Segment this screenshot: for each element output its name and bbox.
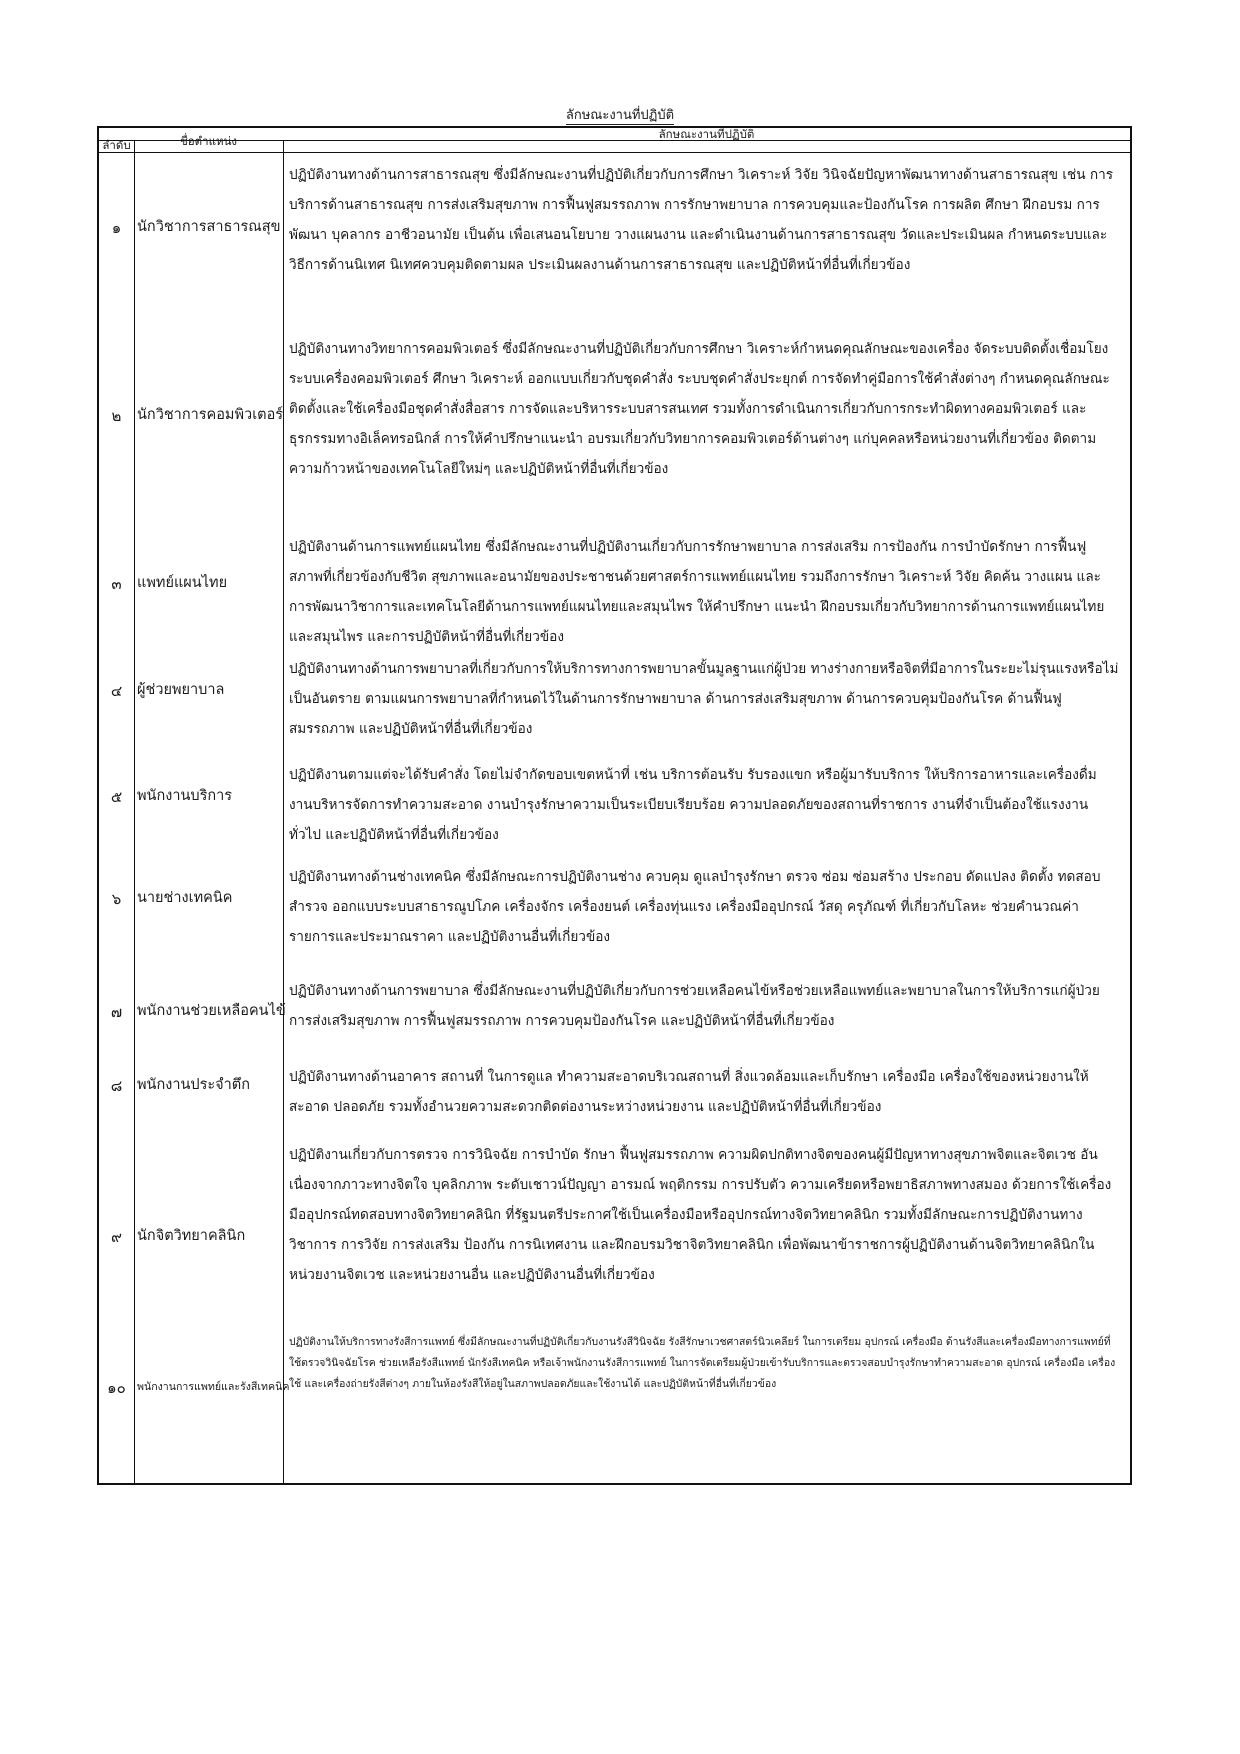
row-index: ๓ [111,575,122,593]
row-description: ปฏิบัติงานทางด้านอาคาร สถานที่ ในการดูแล ทำความสะอาดบริเวณสถานที่ สิ่งแวดล้อมและเก็บรักษา เครื่องมือ เครื่องใช้ของหน่วยงานให้สะอาด ปลอดภัย รวมทั้งอำนวยความสะดวกติดต่องานระหว่างหน่วยงาน และปฏิบัติหน้าที่อื่นที่เกี่ยวข้อง [289,1069,1089,1115]
column-divider-index [134,140,135,1483]
header-position: ชื่อตำแหน่ง [179,134,238,148]
row-description: ปฏิบัติงานเกี่ยวกับการตรวจ การวินิจฉัย การบำบัด รักษา ฟื้นฟูสมรรถภาพ ความผิดปกติทางจิตของคนผู้มีปัญหาทางสุขภาพจิตและจิตเวช อันเนื่องจากภาวะทางจิตใจ บุคลิกภาพ ระดับเชาวน์ปัญญา อารมณ์ พฤติกรรม การปรับตัว ความเครียดหรือพยาธิสภาพทางสมอง ด้วยการใช้เครื่องมืออุปกรณ์ทดสอบทางจิตวิทยาคลินิก ที่รัฐมนตรีประกาศใช้เป็นเครื่องมือหรืออุปกรณ์ทางจิตวิทยาคลินิก รวมทั้งมีลักษณะการปฏิบัติงานทางวิชาการ การวิจัย การส่งเสริม ป้องกัน การนิเทศงาน และฝึกอบรมวิชาจิตวิทยาคลินิก เพื่อพัฒนาข้าราชการผู้ปฏิบัติงานด้านจิตวิทยาคลินิกในหน่วยงานจิตเวช และหน่วยงานอื่น และปฏิบัติงานอื่นที่เกี่ยวข้อง [289,1147,1112,1283]
row-index: ๕ [110,788,123,806]
row-index: ๒ [111,407,122,425]
row-position: นายช่างเทคนิค [137,890,233,906]
row-description: ปฏิบัติงานทางด้านช่างเทคนิค ซึ่งมีลักษณะการปฏิบัติงานช่าง ควบคุม ดูแลบำรุงรักษา ตรวจ ซ่อม ซ่อมสร้าง ประกอบ ดัดแปลง ติดตั้ง ทดสอบ สำรวจ ออกแบบระบบสาธารณูปโภค เครื่องจักร เครื่องยนต์ เครื่องทุ่นแรง เครื่องมืออุปกรณ์ วัสดุ ครุภัณฑ์ ที่เกี่ยวกับโลหะ ช่วยคำนวณค่ารายการและประมาณราคา และปฏิบัติงานอื่นที่เกี่ยวข้อง [289,869,1101,945]
row-position: นักวิชาการคอมพิวเตอร์ [137,407,284,423]
row-index: ๙ [111,1228,122,1246]
row-description: ปฏิบัติงานทางด้านการพยาบาลที่เกี่ยวกับการให้บริการทางการพยาบาลขั้นมูลฐานแก่ผู้ป่วย ทางร่างกายหรือจิตที่มีอาการในระยะไม่รุนแรงหรือไม่เป็นอันตราย ตามแผนการพยาบาลที่กำหนดไว้ในด้านการรักษาพยาบาล ด้านการส่งเสริมสุขภาพ ด้านการควบคุมป้องกันโรค ด้านฟื้นฟูสมรรถภาพ และปฏิบัติหน้าที่อื่นที่เกี่ยวข้อง [289,661,1119,737]
row-position: พนักงานบริการ [137,788,233,804]
row-description: ปฏิบัติงานทางวิทยาการคอมพิวเตอร์ ซึ่งมีลักษณะงานที่ปฏิบัติเกี่ยวกับการศึกษา วิเคราะห์กำหนดคุณลักษณะของเครื่อง จัดระบบติดตั้งเชื่อมโยงระบบเครื่องคอมพิวเตอร์ ศึกษา วิเคราะห์ ออกแบบเกี่ยวกับชุดคำสั่ง ระบบชุดคำสั่งประยุกต์ การจัดทำคู่มือการใช้คำสั่งต่างๆ กำหนดคุณลักษณะ ติดตั้งและใช้เครื่องมือชุดคำสั่งสื่อสาร การจัดและบริหารระบบสารสนเทศ รวมทั้งการดำเนินการเกี่ยวกับการกระทำผิดทางคอมพิวเตอร์ และธุรกรรมทางอิเล็คทรอนิกส์ การให้คำปรึกษาแนะนำ อบรมเกี่ยวกับวิทยาการคอมพิวเตอร์ด้านต่างๆ แก่บุคคลหรือหน่วยงานที่เกี่ยวข้อง ติดตามความก้าวหน้าของเทคโนโลยีใหม่ๆ และปฏิบัติหน้าที่อื่นที่เกี่ยวข้อง [289,341,1110,477]
row-description: ปฏิบัติงานทางด้านการพยาบาล ซึ่งมีลักษณะงานที่ปฏิบัติเกี่ยวกับการช่วยเหลือคนไข้หรือช่วยเหลือแพทย์และพยาบาลในการให้บริการแก่ผู้ป่วย การส่งเสริมสุขภาพ การฟื้นฟูสมรรถภาพ การควบคุมป้องกันโรค และปฏิบัติหน้าที่อื่นที่เกี่ยวข้อง [289,983,1100,1029]
row-index: ๑ [111,219,122,237]
job-description-table [97,126,1132,1485]
row-index: ๗ [110,1003,123,1021]
row-index: ๖ [111,890,122,908]
row-position: ผู้ช่วยพยาบาล [137,682,225,698]
row-position: นักวิชาการสาธารณสุข [137,219,281,235]
row-description: ปฏิบัติงานทางด้านการสาธารณสุข ซึ่งมีลักษณะงานที่ปฏิบัติเกี่ยวกับการศึกษา วิเคราะห์ วิจัย วินิจฉัยปัญหาพัฒนาทางด้านสาธารณสุข เช่น การบริการด้านสาธารณสุข การส่งเสริมสุขภาพ การฟื้นฟูสมรรถภาพ การรักษาพยาบาล การควบคุมและป้องกันโรค การผลิต ศึกษา ฝึกอบรม การพัฒนา บุคลากร อาชีวอนามัย เป็นต้น เพื่อเสนอนโยบาย วางแผนงาน และดำเนินงานด้านการสาธารณสุข วัดและประเมินผล กำหนดระบบและวิธีการด้านนิเทศ นิเทศควบคุมติดตามผล ประเมินผลงานด้านการสาธารณสุข และปฏิบัติหน้าที่อื่นที่เกี่ยวข้อง [289,167,1114,273]
row-position: พนักงานช่วยเหลือคนไข้ [137,1003,286,1019]
row-position: นักจิตวิทยาคลินิก [137,1228,246,1244]
row-description: ปฏิบัติงานตามแต่จะได้รับคำสั่ง โดยไม่จำกัดขอบเขตหน้าที่ เช่น บริการต้อนรับ รับรองแขก หรือผู้มารับบริการ ให้บริการอาหารและเครื่องดื่ม งานบริหารจัดการทำความสะอาด งานบำรุงรักษาความเป็นระเบียบเรียบร้อย ความปลอดภัยของสถานที่ราชการ งานที่จำเป็นต้องใช้แรงงานทั่วไป และปฏิบัติหน้าที่อื่นที่เกี่ยวข้อง [289,767,1097,843]
row-description: ปฏิบัติงานด้านการแพทย์แผนไทย ซึ่งมีลักษณะงานที่ปฏิบัติงานเกี่ยวกับการรักษาพยาบาล การส่งเสริม การป้องกัน การบำบัดรักษา การฟื้นฟูสภาพที่เกี่ยวข้องกับชีวิต สุขภาพและอนามัยของประชาชนด้วยศาสตร์การแพทย์แผนไทย รวมถึงการรักษา วิเคราะห์ วิจัย คิดค้น วางแผน และการพัฒนาวิชาการและเทคโนโลยีด้านการแพทย์แผนไทยและสมุนไพร ให้คำปรึกษา แนะนำ ฝึกอบรมเกี่ยวกับวิทยาการด้านการแพทย์แผนไทยและสมุนไพร และการปฏิบัติหน้าที่อื่นที่เกี่ยวข้อง [289,539,1105,645]
header-divider [99,152,1130,153]
document-title-text: ลักษณะงานที่ปฏิบัติ [565,108,675,123]
row-description: ปฏิบัติงานให้บริการทางรังสีการแพทย์ ซึ่งมีลักษณะงานที่ปฏิบัติเกี่ยวกับงานรังสีวินิจฉัย รังสีรักษาเวชศาสตร์นิวเคลียร์ ในการเตรียม อุปกรณ์ เครื่องมือ ด้านรังสีและเครื่องมือทางการแพทย์ที่ใช้ตรวจวินิจฉัยโรค ช่วยเหลือรังสีแพทย์ นักรังสีเทคนิค หรือเจ้าพนักงานรังสีการแพทย์ ในการจัดเตรียมผู้ป่วยเข้ารับบริการและตรวจสอบบำรุงรักษาทำความสะอาด อุปกรณ์ เครื่องมือ เครื่องใช้ และเครื่องถ่ายรังสีต่างๆ ภายในห้องรังสีให้อยู่ในสภาพปลอดภัยและใช้งานได้ และปฏิบัติหน้าที่อื่นที่เกี่ยวข้อง [289,1336,1116,1390]
header-description: ลักษณะงานที่ปฏิบัติ [658,127,755,141]
row-index: ๑๐ [107,1379,126,1397]
row-position: พนักงานการแพทย์และรังสีเทคนิค [137,1381,290,1393]
row-index: ๘ [110,1077,123,1095]
header-index: ลำดับ [102,138,131,152]
row-position: พนักงานประจำตึก [137,1077,250,1093]
row-position: แพทย์แผนไทย [137,575,228,591]
document-title [0,108,1240,124]
row-index: ๔ [110,682,123,700]
column-divider-position [283,140,284,1483]
